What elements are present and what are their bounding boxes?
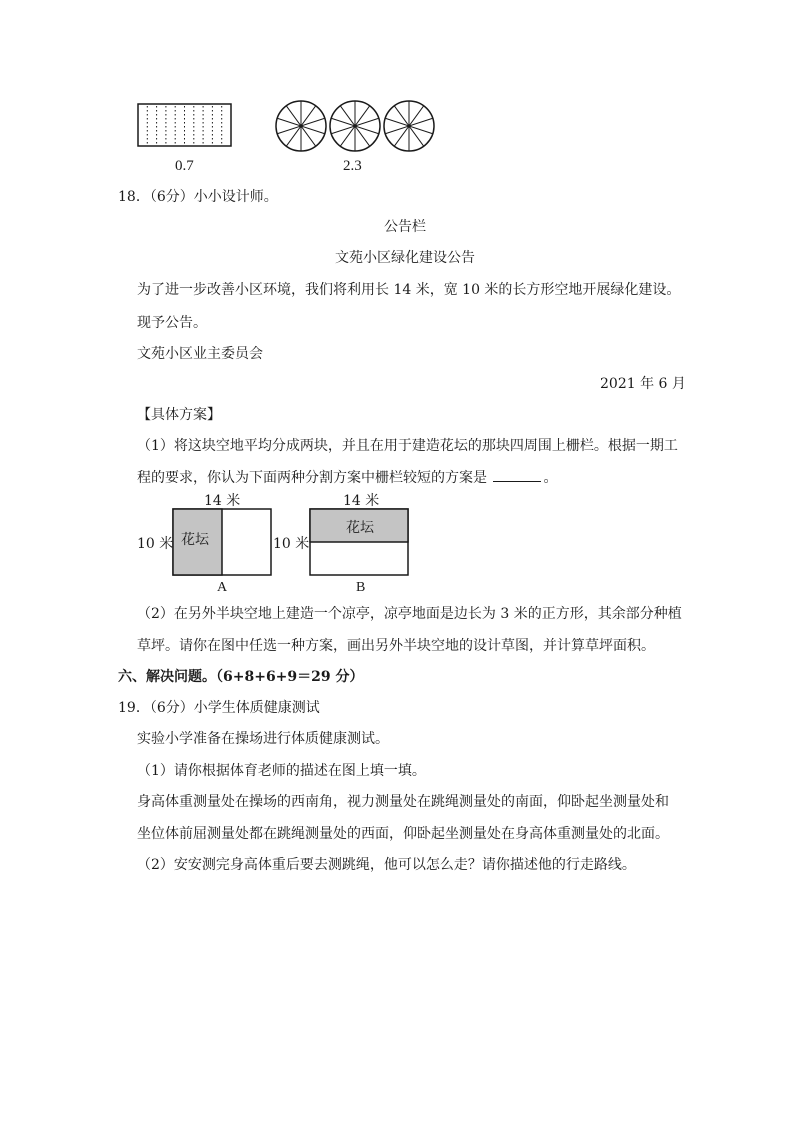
notice-title: 文苑小区绿化建设公告	[335, 250, 475, 266]
q19-part2: （2）安安测完身高体重后要去测跳绳，他可以怎么走？请你描述他的行走路线。	[137, 857, 636, 873]
q18-part1-line1: （1）将这块空地平均分成两块，并且在用于建造花坛的那块四周围上栅栏。根据一期工	[137, 438, 678, 454]
board-title: 公告栏	[384, 219, 426, 235]
notice-line-1: 为了进一步改善小区环境，我们将利用长 14 米，宽 10 米的长方形空地开展绿化建设。	[137, 282, 681, 298]
diagram-b-height-label: 10 米	[273, 536, 310, 552]
diagram-a-name: A	[217, 580, 228, 595]
answer-blank[interactable]	[493, 467, 541, 482]
diagram-a-bed-label: 花坛	[181, 532, 209, 548]
q19-desc-line1: 身高体重测量处在操场的西南角，视力测量处在跳绳测量处的南面，仰卧起坐测量处和	[137, 794, 669, 810]
diagram-b-width-label: 14 米	[343, 493, 380, 509]
q18-part1-end: 。	[543, 470, 558, 486]
q18-part2-line2: 草坪。请你在图中任选一种方案，画出另外半块空地的设计草图，并计算草坪面积。	[137, 638, 655, 654]
diagram-b-name: B	[356, 580, 366, 595]
fraction-circles-figure	[268, 96, 448, 156]
notice-signer: 文苑小区业主委员会	[137, 346, 263, 362]
q18-part1-text: 程的要求，你认为下面两种分割方案中栅栏较短的方案是	[137, 470, 487, 486]
q19-intro: 实验小学准备在操场进行体质健康测试。	[137, 731, 389, 747]
plan-heading: 【具体方案】	[137, 407, 221, 423]
diagram-a-height-label: 10 米	[137, 536, 174, 552]
notice-line-2: 现予公告。	[137, 315, 207, 331]
q19-heading: 19．（6分）小学生体质健康测试	[118, 700, 320, 716]
diagram-a-width-label: 14 米	[204, 493, 241, 509]
q19-desc-line2: 坐位体前屈测量处都在跳绳测量处的西面，仰卧起坐测量处在身高体重测量处的北面。	[137, 826, 669, 842]
q18-heading: 18．（6分）小小设计师。	[118, 189, 278, 205]
circles-label: 2.3	[343, 158, 362, 174]
decimal-grid-figure	[137, 100, 237, 150]
diagram-b-bed-label: 花坛	[346, 520, 374, 536]
notice-date: 2021 年 6 月	[600, 376, 686, 392]
q18-part1-line2	[137, 467, 557, 487]
grid-label: 0.7	[175, 158, 194, 174]
q19-part1: （1）请你根据体育老师的描述在图上填一填。	[137, 763, 426, 779]
section-6-heading: 六、解决问题。（6+8+6+9＝29 分）	[118, 669, 364, 685]
q18-part2-line1: （2）在另外半块空地上建造一个凉亭，凉亭地面是边长为 3 米的正方形，其余部分种植	[137, 606, 682, 622]
